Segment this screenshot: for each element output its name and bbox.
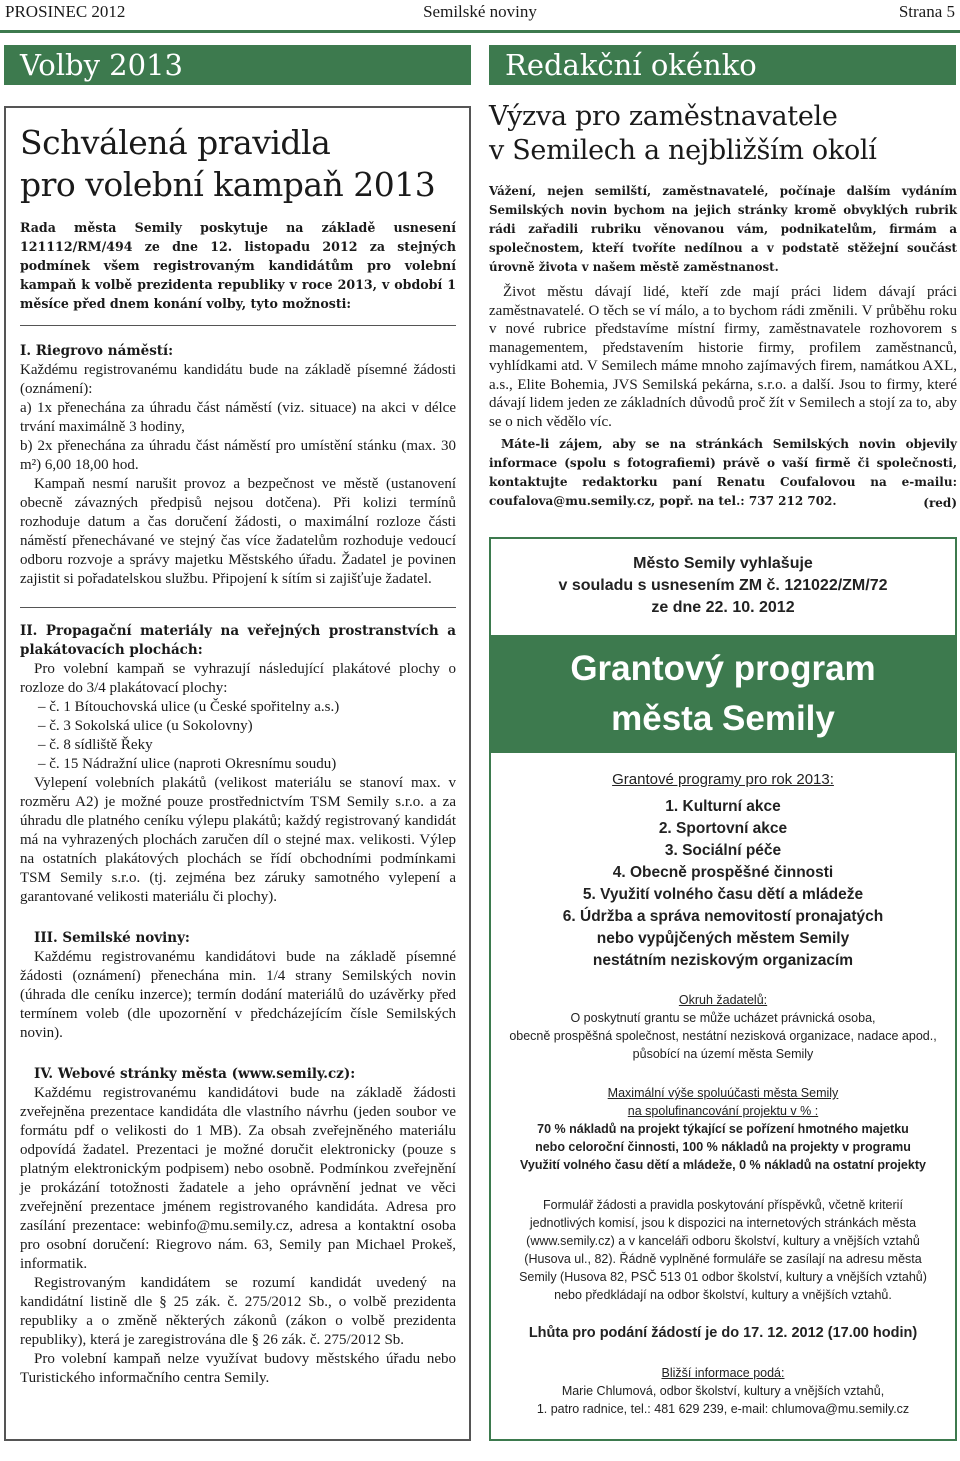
header-line: v souladu s usnesením ZM č. 121022/ZM/72 (558, 577, 888, 594)
title-line: pro volební kampaň 2013 (20, 165, 436, 204)
text-line: O poskytnutí grantu se může ucházet právnická osoba, (570, 1011, 876, 1025)
paragraph: a) 1x přenechána za úhradu část náměstí (viz. situace) na akci v délce trvání maximálně 3 hodiny, (20, 400, 456, 435)
paragraph: Každému registrovanému kandidátovi bude na základě písemné žádosti (oznámení) přenechána min. 1/4 strany Semilských novin (úhrada dle ceníku inzerce); termín dodání materiálů do uzávěrky před termínem voleb (dle upozornění v předcházejícím čísle Semilských novin). (20, 949, 456, 1041)
paragraph: Kampaň nesmí narušit provoz a bezpečnost ve městě (ustanovení obecně závazných předpisů nejsou dotčena). Při kolizi termínů rozhoduje datum a čas doručení žádosti, o maximální rozloze části náměstí přenechávané ve stejný čas více žadatelům rozhoduje vedoucí odboru rozvoje a správy majetku Městského úřadu. Žadatel je povinen zajistit si pořadatelskou službu. Připojení k sítím si zajišťuje žadatel. (20, 476, 456, 587)
text-line: Formulář žádosti a pravidla poskytování příspěvků, včetně kriterií (543, 1198, 903, 1212)
text-line: 1. patro radnice, tel.: 481 629 239, e-mail: chlumova@mu.semily.cz (536, 1402, 910, 1416)
paragraph: Každému registrovanému kandidátu bude na základě písemné žádosti (oznámení): (20, 362, 456, 397)
section-divider (20, 607, 456, 608)
paragraph: Pro volební kampaň nelze využívat budovy městského úřadu nebo Turistického informačního centra Semily. (20, 1351, 456, 1386)
announcement-header (491, 553, 955, 619)
section-posters (20, 622, 456, 907)
deadline-notice: Lhůta pro podání žádostí je do 17. 12. 2012 (17.00 hodin) (528, 1325, 918, 1341)
grant-announcement (489, 537, 957, 1441)
text-line: obecně prospěšná společnost, nestátní nezisková organizace, nadace apod., (509, 1029, 937, 1043)
title-line: Výzva pro zaměstnavatele (489, 101, 838, 132)
text-line: (www.semily.cz) a v kanceláři odboru školství, kultury a vnějších vztahů (526, 1234, 920, 1248)
program-item: 4. Obecně prospěšné činnosti (612, 864, 834, 881)
applicants-heading: Okruh žadatelů: (678, 993, 768, 1007)
cofinancing-section (491, 1084, 955, 1174)
header-line: Město Semily vyhlašuje (633, 555, 813, 572)
cofinancing-heading: Maximální výše spoluúčasti města Semily (607, 1086, 839, 1100)
programs-section (491, 771, 955, 972)
paragraph: Každému registrovanému kandidátovi bude na základě žádosti zveřejněna prezentace kandidáta dle vlastního návrhu (jeden soubor ve formátu pdf o velikosti do 1 MB). Za obsah zveřejněného materiálu odpovídá žadatel. Prezentaci je možné doručit elektronicky (pouze s platným elektronickým podpisem) nebo osobně. Podmínkou zveřejnění je prokázání totožnosti žadatele a jeho oprávnění jednat ve věci zveřejnění prezentace jménem registrovaného kandidáta. Adresa pro zasílání prezentace: webinfo@mu.semily.cz, adresa a kontaktní osoba pro osobní doručení: Riegrovo nám. 63, Semily pan Michael Prokeš, informatik. (20, 1085, 456, 1272)
poster-locations-list (20, 698, 456, 774)
section-banner-editorial: Redakční okénko (489, 45, 956, 85)
title-line: Schválená pravidla (20, 123, 331, 162)
author-sign: (red) (923, 496, 957, 510)
section-heading: IV. Webové stránky města (www.semily.cz): (34, 1066, 356, 1082)
program-item: 2. Sportovní akce (658, 820, 788, 837)
article-lead: Vážení, nejen semilští, zaměstnavatelé, počínaje dalším vydáním Semilských novin bychom na jejich stránky kromě obvyklých rubrik rádi zařadili rubriku věnovanou vám, podnikatelům, firmám a společnostem, kteří tvoříte nedílnou a v podstatě stěžejní součást úrovně života v našem městě zaměstnanost. (489, 184, 957, 274)
list-item: – č. 15 Nádražní ulice (naproti Okresnímu soudu) (38, 756, 337, 772)
program-item: 3. Sociální péče (664, 842, 782, 859)
paragraph: Vylepení volebních plakátů (velikost materiálu se stanoví max. v rozměru A2) je možné pouze prostřednictvím TSM Semily s.r.o. a za úhradu dle platného ceníku výlepu plakátů; každý registrovaný kandidát má na vyhrazených plochách zaručen díl o stejné max. velikosti. Výlep na ostatních plakátových plochách se řídí obchodními podmínkami TSM Semily s.r.o. (tj. zejména bez záruky samotného vylepení a garantované velikosti materiálu či plochy). (20, 775, 456, 905)
program-item: nestátním neziskovým organizacím (592, 952, 854, 969)
text-line: (Husova ul., 82). Řádně vyplněné formuláře se zasílají na adresu města (524, 1252, 922, 1266)
contact-heading: Bližší informace podá: (661, 1366, 785, 1380)
list-item: – č. 3 Sokolská ulice (u Sokolovny) (38, 718, 253, 734)
contact-text: Máte-li zájem, aby se na stránkách Semilských novin objevily informace (spolu s fotografiemi) právě o vaší firmě či společnosti, kontaktujte redaktorku paní Renatu Coufalovou na e-mailu: coufalova@mu.semily.cz, popř. na tel.: 737 212 702. (489, 437, 957, 508)
text-line: Semily (Husova 82, PSČ 513 01 odbor školství, kultury a vnějších vztahů) (519, 1270, 927, 1284)
program-item: 5. Využití volného času dětí a mládeže (582, 886, 864, 903)
applicants-section (491, 991, 955, 1063)
newspaper-name: Semilské noviny (423, 2, 537, 21)
text-line: nebo celoroční činnosti, 100 % nákladů na projekty v programu (535, 1140, 911, 1154)
section-heading: II. Propagační materiály na veřejných prostranstvích a plakátovacích plochách: (20, 623, 456, 658)
list-item: – č. 1 Bítouchovská ulice (u České spořitelny a.s.) (38, 699, 340, 715)
list-item: – č. 8 sídliště Řeky (38, 737, 153, 753)
election-rules-article (4, 106, 471, 1441)
employers-call-article (489, 100, 957, 513)
title-line: v Semilech a nejbližším okolí (489, 135, 877, 166)
section-banner-elections: Volby 2013 (4, 45, 471, 85)
paragraph: b) 2x přenechána za úhradu část náměstí pro umístění stánku (max. 30 m²) 6,00 18,00 hod. (20, 438, 456, 473)
header-divider (0, 30, 960, 33)
programs-heading: Grantové programy pro rok 2013: (612, 771, 834, 788)
paragraph: Registrovaným kandidátem se rozumí kandidát uvedený na kandidátní listině dle § 25 zák. č. 275/2012 Sb., o volbě prezidenta republiky a o změně některých zákonů (zákon o volbě prezidenta republiky), která je zaregistrována dle § 26 zák. č. 275/2012 Sb. (20, 1275, 456, 1348)
section-newspaper (20, 929, 456, 1043)
article-body (489, 283, 957, 431)
header-line: ze dne 22. 10. 2012 (651, 599, 795, 616)
band-line: Grantový program (570, 649, 876, 688)
forms-section (491, 1196, 955, 1304)
program-item: 1. Kulturní akce (665, 798, 781, 815)
paragraph: Život městu dávají lidé, kteří zde mají práci lidem dávají práci zaměstnavatelé. O těch se ví málo, a to bychom rádi změnili. V průběhu roku v nové rubrice představíme místní firmy, zaměstnavatele rozhovorem s managementem, představením historie firmy, profilem zaměstnanců, vyhlídkami atd. V Semilech máme mnoho zajímavých firem, namátkou AXL, a.s., Elite Bohemia, JVS Semilská pekárna, s.r.o. a další. Jsou to firmy, které dávají lidem jeden ze základních důvodů proč žít v Semilech a stojí za to, aby se o nich vědělo víc. (489, 284, 957, 430)
text-line: 70 % nákladů na projekt týkající se pořízení hmotného majetku (537, 1122, 909, 1136)
cofinancing-heading: na spolufinancování projektu v % : (627, 1104, 819, 1118)
article-title (489, 100, 957, 168)
article-intro: Rada města Semily poskytuje na základě usnesení 121112/RM/494 ze dne 12. listopadu 2012 za stejných podmínek všem registrovaným kandidátům pro volební kampaň k volbě prezidenta republiky v roce 2013, v období 1 měsíce před dnem konání volby, tyto možnosti: (20, 220, 456, 311)
contact-section (491, 1364, 955, 1418)
section-heading: III. Semilské noviny: (34, 930, 190, 946)
page-header (0, 0, 960, 26)
text-line: Využití volného času dětí a mládeže, 0 % nákladů na ostatní projekty (520, 1158, 926, 1172)
program-item: nebo vypůjčených městem Semily (596, 930, 850, 947)
article-title (20, 122, 456, 206)
page-number: Strana 5 (898, 2, 955, 21)
issue-month: PROSINEC 2012 (5, 2, 126, 21)
band-line: města Semily (611, 699, 835, 738)
program-item: 6. Údržba a správa nemovitostí pronajatých (562, 908, 884, 925)
section-riegrovo (20, 342, 456, 589)
text-line: Marie Chlumová, odbor školství, kultury a vnějších vztahů, (561, 1384, 885, 1398)
text-line: jednotlivých komisí, jsou k dispozici na internetových stránkách města (529, 1216, 917, 1230)
grant-title-band (491, 635, 955, 753)
intro-divider (20, 325, 456, 326)
paragraph: Pro volební kampaň se vyhrazují následující plakátové plochy o rozloze do 3/4 plakátovací plochy: (20, 661, 456, 696)
text-line: působící na území města Semily (632, 1047, 814, 1061)
contact-paragraph (489, 435, 957, 511)
section-website (20, 1065, 456, 1388)
section-heading: I. Riegrovo náměstí: (20, 343, 174, 359)
text-line: nebo předkládají na odbor školství, kultury a vnějších vztahů. (554, 1288, 892, 1302)
